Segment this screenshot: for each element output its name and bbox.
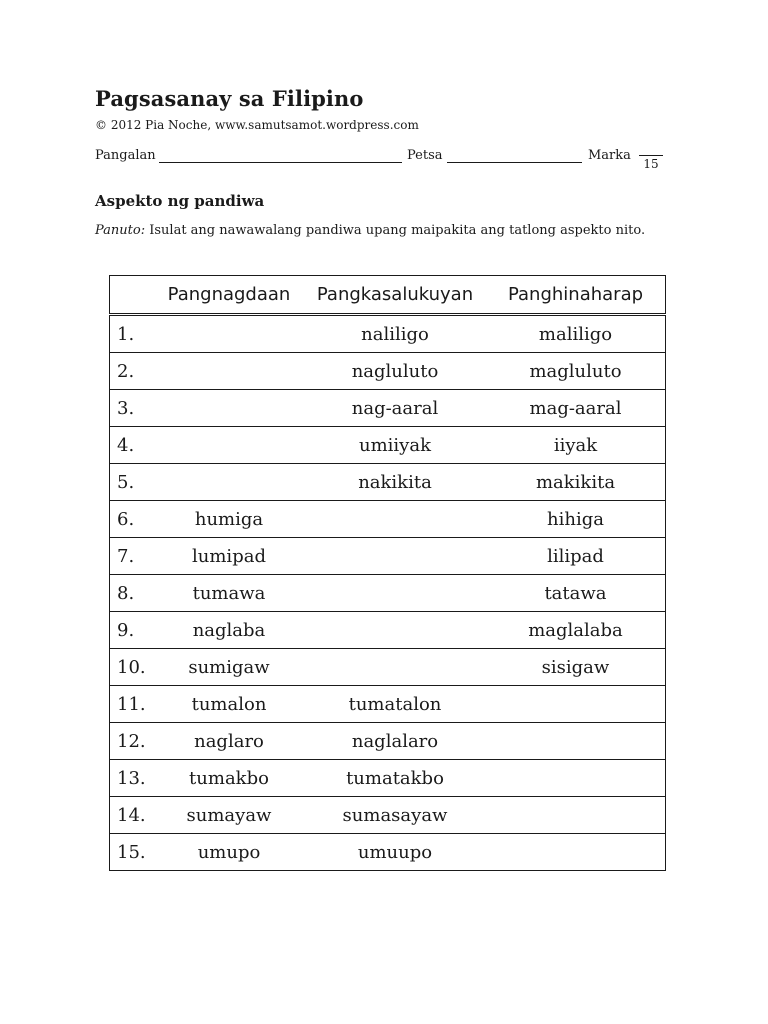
present-tense-cell: umiiyak bbox=[304, 427, 486, 464]
score-total: 15 bbox=[643, 157, 659, 171]
future-tense-cell: maglalaba bbox=[486, 612, 666, 649]
copyright-line: © 2012 Pia Noche, www.samutsamot.wordpress.com bbox=[95, 118, 419, 132]
future-tense-cell: maliligo bbox=[486, 315, 666, 353]
present-tense-cell[interactable] bbox=[304, 501, 486, 538]
row-number: 14. bbox=[110, 797, 155, 834]
present-tense-cell: naliligo bbox=[304, 315, 486, 353]
row-number: 5. bbox=[110, 464, 155, 501]
aspect-table-container bbox=[109, 275, 665, 871]
past-tense-cell: tumawa bbox=[154, 575, 304, 612]
column-header-future: Panghinaharap bbox=[486, 276, 666, 315]
table-row bbox=[110, 390, 666, 427]
past-tense-cell[interactable] bbox=[154, 464, 304, 501]
future-tense-cell: makikita bbox=[486, 464, 666, 501]
past-tense-cell[interactable] bbox=[154, 315, 304, 353]
row-number: 13. bbox=[110, 760, 155, 797]
present-tense-cell[interactable] bbox=[304, 612, 486, 649]
present-tense-cell: nagluluto bbox=[304, 353, 486, 390]
future-tense-cell: tatawa bbox=[486, 575, 666, 612]
name-blank-line[interactable] bbox=[159, 162, 402, 163]
column-header-present: Pangkasalukuyan bbox=[304, 276, 486, 315]
past-tense-cell: tumakbo bbox=[154, 760, 304, 797]
future-tense-cell[interactable] bbox=[486, 723, 666, 760]
table-row bbox=[110, 575, 666, 612]
table-row bbox=[110, 612, 666, 649]
name-label: Pangalan bbox=[95, 148, 156, 163]
section-heading: Aspekto ng pandiwa bbox=[95, 192, 265, 210]
future-tense-cell: hihiga bbox=[486, 501, 666, 538]
future-tense-cell: magluluto bbox=[486, 353, 666, 390]
row-number: 10. bbox=[110, 649, 155, 686]
future-tense-cell: sisigaw bbox=[486, 649, 666, 686]
date-label: Petsa bbox=[407, 148, 443, 163]
table-row bbox=[110, 315, 666, 353]
table-row bbox=[110, 649, 666, 686]
table-row bbox=[110, 723, 666, 760]
present-tense-cell[interactable] bbox=[304, 538, 486, 575]
date-blank-line[interactable] bbox=[447, 162, 582, 163]
past-tense-cell: umupo bbox=[154, 834, 304, 871]
table-row bbox=[110, 834, 666, 871]
worksheet-title: Pagsasanay sa Filipino bbox=[95, 86, 364, 111]
instructions-lead: Panuto: bbox=[95, 223, 146, 238]
instructions bbox=[95, 223, 645, 238]
instructions-text: Isulat ang nawawalang pandiwa upang maipakita ang tatlong aspekto nito. bbox=[149, 223, 646, 238]
past-tense-cell[interactable] bbox=[154, 390, 304, 427]
present-tense-cell: nag-aaral bbox=[304, 390, 486, 427]
row-number: 11. bbox=[110, 686, 155, 723]
future-tense-cell: mag-aaral bbox=[486, 390, 666, 427]
past-tense-cell: tumalon bbox=[154, 686, 304, 723]
student-info-fields bbox=[95, 146, 675, 170]
present-tense-cell[interactable] bbox=[304, 649, 486, 686]
row-number: 1. bbox=[110, 315, 155, 353]
past-tense-cell: naglaro bbox=[154, 723, 304, 760]
future-tense-cell: lilipad bbox=[486, 538, 666, 575]
past-tense-cell: sumigaw bbox=[154, 649, 304, 686]
present-tense-cell: naglalaro bbox=[304, 723, 486, 760]
table-header-row bbox=[110, 276, 666, 315]
present-tense-cell: tumatalon bbox=[304, 686, 486, 723]
row-number: 4. bbox=[110, 427, 155, 464]
table-row bbox=[110, 501, 666, 538]
past-tense-cell: naglaba bbox=[154, 612, 304, 649]
table-row bbox=[110, 797, 666, 834]
future-tense-cell[interactable] bbox=[486, 760, 666, 797]
row-number: 7. bbox=[110, 538, 155, 575]
table-row bbox=[110, 538, 666, 575]
row-number: 6. bbox=[110, 501, 155, 538]
table-row bbox=[110, 353, 666, 390]
column-header-number bbox=[110, 276, 155, 315]
present-tense-cell: umuupo bbox=[304, 834, 486, 871]
score-fraction bbox=[639, 155, 663, 171]
table-row bbox=[110, 686, 666, 723]
row-number: 15. bbox=[110, 834, 155, 871]
table-row bbox=[110, 427, 666, 464]
verb-aspect-table bbox=[109, 275, 666, 871]
row-number: 2. bbox=[110, 353, 155, 390]
score-blank-line[interactable] bbox=[639, 155, 663, 156]
future-tense-cell[interactable] bbox=[486, 834, 666, 871]
past-tense-cell: humiga bbox=[154, 501, 304, 538]
row-number: 8. bbox=[110, 575, 155, 612]
row-number: 12. bbox=[110, 723, 155, 760]
present-tense-cell: sumasayaw bbox=[304, 797, 486, 834]
table-row bbox=[110, 760, 666, 797]
future-tense-cell[interactable] bbox=[486, 797, 666, 834]
present-tense-cell: tumatakbo bbox=[304, 760, 486, 797]
present-tense-cell: nakikita bbox=[304, 464, 486, 501]
past-tense-cell[interactable] bbox=[154, 427, 304, 464]
present-tense-cell[interactable] bbox=[304, 575, 486, 612]
table-row bbox=[110, 464, 666, 501]
column-header-past: Pangnagdaan bbox=[154, 276, 304, 315]
future-tense-cell: iiyak bbox=[486, 427, 666, 464]
score-label: Marka bbox=[588, 148, 631, 163]
future-tense-cell[interactable] bbox=[486, 686, 666, 723]
past-tense-cell: lumipad bbox=[154, 538, 304, 575]
past-tense-cell[interactable] bbox=[154, 353, 304, 390]
row-number: 3. bbox=[110, 390, 155, 427]
past-tense-cell: sumayaw bbox=[154, 797, 304, 834]
row-number: 9. bbox=[110, 612, 155, 649]
table-body bbox=[110, 315, 666, 871]
